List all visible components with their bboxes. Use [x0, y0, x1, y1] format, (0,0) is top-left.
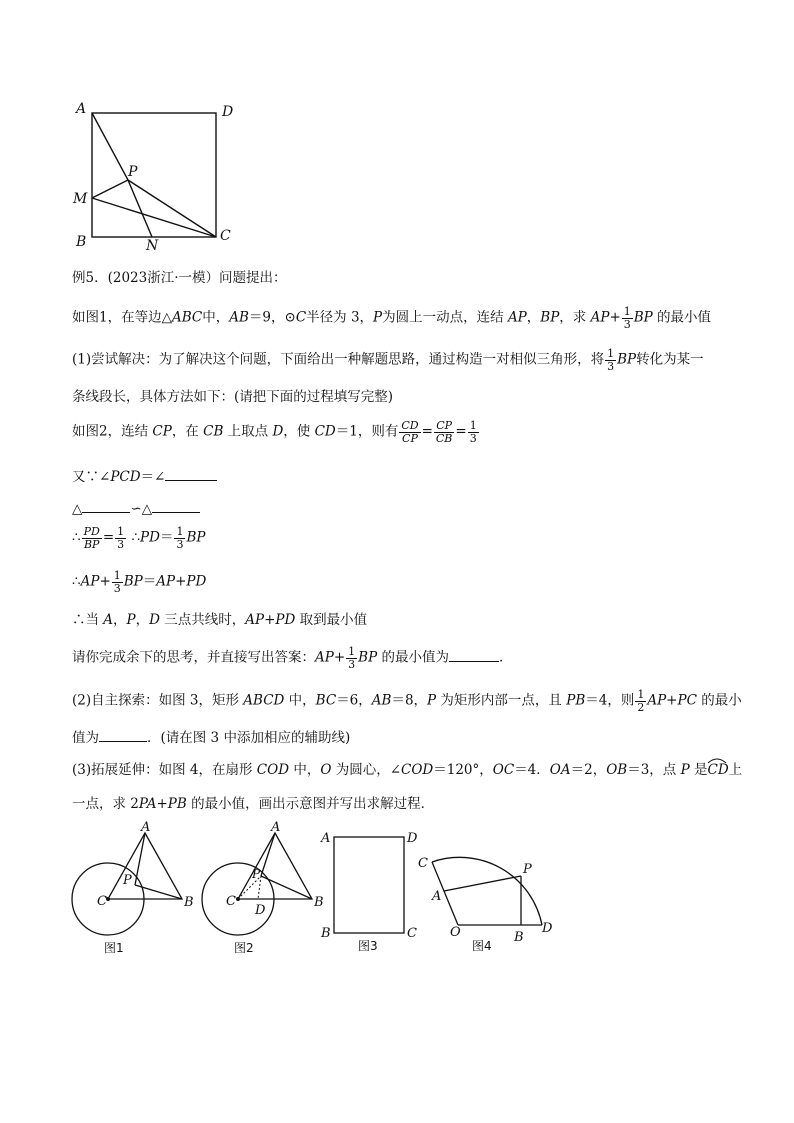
text: D	[272, 423, 284, 440]
text: ＝3，点	[627, 762, 681, 778]
text: +	[99, 573, 111, 590]
label-B: B	[514, 930, 524, 945]
numerator: PD	[83, 525, 100, 538]
text: 上	[728, 762, 743, 778]
text: CD	[707, 762, 729, 778]
text: AP	[507, 309, 527, 326]
text: ∴	[131, 529, 141, 546]
text: AP+PD	[156, 573, 207, 590]
text: ABCD	[243, 692, 285, 709]
part1-line-2	[72, 389, 393, 405]
text: OA	[549, 762, 571, 778]
text: ＝	[142, 573, 157, 590]
text: 为圆心，∠	[331, 762, 402, 778]
text: +	[156, 796, 168, 812]
label-C: C	[407, 926, 417, 941]
label-D: D	[222, 104, 234, 120]
figure-3	[318, 826, 424, 958]
label-D: D	[255, 903, 266, 918]
part2-line-1	[72, 689, 742, 713]
label-B: B	[314, 895, 324, 910]
label-A: A	[432, 889, 442, 904]
text: 半径为 3，	[306, 309, 374, 326]
numerator: 1	[623, 305, 631, 318]
denominator: 3	[113, 581, 121, 595]
text: BP	[540, 309, 560, 326]
arc-cd	[707, 762, 728, 778]
label-P: P	[123, 873, 132, 888]
answer-blank-triangle-1[interactable]	[82, 500, 130, 513]
text: COD	[401, 762, 434, 778]
denominator: 3	[607, 359, 615, 373]
part3-line-2	[72, 796, 434, 812]
segment-ap	[444, 876, 521, 891]
text: (3)拓展延伸：如图 4，在扇形	[72, 762, 257, 778]
text: PB	[167, 796, 187, 812]
label-P: P	[128, 164, 138, 180]
numerator: 1	[176, 525, 184, 538]
label-A: A	[321, 831, 331, 846]
text: PB	[566, 692, 586, 709]
caption-fig1: 图1	[104, 941, 124, 955]
label-B: B	[321, 926, 331, 941]
figure-2	[196, 818, 326, 960]
text: 的最小值为	[377, 649, 449, 666]
text: =	[455, 423, 467, 440]
text: AP	[80, 573, 100, 590]
text: ＝6，	[336, 692, 372, 709]
text: (2)自主探索：如图 3，矩形	[72, 692, 244, 709]
text: P	[680, 762, 690, 778]
text: AP	[315, 649, 334, 666]
text: ∴	[72, 573, 81, 590]
text: 又∵∠	[72, 469, 111, 485]
segment-pb	[261, 876, 312, 899]
text: AP+PC	[647, 692, 697, 709]
part1-line-1	[72, 348, 704, 372]
text: ．(请在图 3 中添加相应的辅助线)	[147, 730, 351, 746]
segment-mp	[92, 180, 128, 198]
problem-line-1	[72, 306, 711, 330]
text: BC	[315, 692, 337, 709]
text: ＝4．	[514, 762, 550, 778]
text: ＝1，则有	[335, 423, 399, 440]
answer-blank-triangle-2[interactable]	[152, 500, 200, 513]
triangle-abc	[238, 833, 312, 899]
text: BP	[358, 649, 378, 666]
text: AB	[229, 309, 249, 326]
denominator: 3	[117, 537, 125, 551]
figure-1	[66, 818, 196, 960]
text: 为矩形内部一点，且	[436, 692, 567, 709]
numerator: CP	[434, 420, 455, 433]
numerator: 1	[469, 419, 477, 432]
text: OB	[606, 762, 628, 778]
text: ．	[498, 649, 513, 666]
label-C: C	[220, 228, 231, 244]
text: D	[149, 612, 160, 628]
arc-mark-icon	[707, 756, 727, 764]
fraction-cp-cb	[434, 420, 455, 444]
denominator: 3	[176, 537, 184, 551]
label-D: D	[407, 831, 418, 846]
text: 值为	[72, 730, 99, 746]
text: △	[72, 501, 83, 517]
point-c	[236, 897, 240, 901]
segment-pc	[128, 180, 216, 237]
text: 转化为某一	[636, 351, 704, 368]
figure-4	[412, 846, 562, 954]
text: A	[103, 612, 114, 628]
label-C: C	[226, 894, 236, 909]
text: 条线段长，具体方法如下：(请把下面的过程填写完整)	[72, 389, 394, 405]
text: BP	[617, 351, 637, 368]
triangle-abc	[108, 833, 182, 899]
text: ＝	[159, 529, 174, 546]
text: 是	[689, 762, 708, 778]
text: ＝2，	[570, 762, 607, 778]
denominator: BP	[83, 537, 100, 551]
numerator: 1	[637, 688, 645, 701]
denominator: CB	[435, 431, 453, 445]
text: OC	[492, 762, 515, 778]
fraction-cd-cp	[399, 420, 420, 444]
label-C: C	[418, 856, 428, 871]
text: 三点共线时，	[159, 612, 246, 628]
label-M: M	[73, 191, 88, 207]
label-B: B	[184, 895, 194, 910]
label-C: C	[97, 894, 107, 909]
text: AB	[371, 692, 392, 709]
numerator: 1	[113, 569, 121, 582]
text: PCD	[110, 469, 141, 485]
fraction-one-third	[605, 348, 616, 372]
label-P: P	[252, 867, 261, 881]
transform-line	[72, 570, 206, 594]
part2-line-2	[72, 729, 350, 746]
figure2-setup	[72, 420, 480, 444]
text: O	[320, 762, 332, 778]
text: AP	[590, 309, 610, 326]
caption-fig3: 图3	[358, 939, 378, 953]
text: BP	[123, 573, 143, 590]
text: ＝∠	[140, 469, 166, 485]
segment-ap	[92, 113, 128, 180]
text: CD	[314, 423, 336, 440]
text: PA	[138, 796, 157, 812]
text: 中，	[284, 692, 316, 709]
text: BP	[633, 309, 653, 326]
label-D: D	[542, 921, 553, 936]
text: 中，	[202, 309, 230, 326]
label-A: A	[141, 820, 151, 835]
text: ，在	[171, 423, 204, 440]
text: 一点，求 2	[72, 796, 139, 812]
text: ，使	[283, 423, 315, 440]
text: 如图1，在等边△	[72, 309, 172, 326]
answer-blank-min[interactable]	[449, 649, 499, 662]
fraction-one-third	[346, 646, 357, 670]
label-O: O	[450, 925, 461, 940]
text: P	[427, 692, 437, 709]
label-A: A	[271, 820, 281, 835]
similar-triangles-line	[72, 500, 200, 517]
text: ∴	[72, 529, 81, 546]
text: ABC	[171, 309, 203, 326]
text: CP	[152, 423, 172, 440]
fraction-one-third	[468, 420, 479, 444]
text: ，	[113, 612, 127, 628]
text: +	[333, 649, 346, 666]
segment-mc	[92, 198, 216, 237]
text: 取到最小值	[295, 612, 368, 628]
label-B: B	[76, 234, 87, 250]
label-P: P	[523, 862, 532, 877]
caption-fig2: 图2	[234, 941, 254, 955]
fraction-one-third	[174, 526, 185, 550]
part3-line-1	[72, 762, 742, 778]
fraction-one-third	[622, 306, 633, 330]
square-abcd	[92, 113, 216, 237]
text: 为圆上一动点，连结	[382, 309, 508, 326]
text: 上取点	[223, 423, 273, 440]
answer-blank-part2[interactable]	[99, 729, 147, 742]
text: ∴当	[72, 612, 104, 628]
heading-text: 例5．(2023浙江·一模）问题提出：	[72, 270, 287, 286]
text: AP+PD	[245, 612, 296, 628]
text: ∽△	[130, 501, 153, 517]
text: ，	[526, 309, 541, 326]
text: ＝120°，	[433, 762, 493, 778]
rectangle-abcd	[334, 837, 404, 933]
text: 如图2，连结	[72, 423, 153, 440]
angle-line	[72, 468, 217, 485]
text: 中，	[289, 762, 321, 778]
text: CB	[203, 423, 224, 440]
text: +	[609, 309, 621, 326]
numerator: 1	[607, 347, 615, 360]
caption-fig4: 图4	[472, 939, 492, 953]
text: PD	[140, 529, 160, 546]
text: 的最小值	[652, 309, 712, 326]
text: 的最小值，画出示意图并写出求解过程．	[186, 796, 435, 812]
text: P	[373, 309, 383, 326]
label-A: A	[76, 101, 87, 117]
text: ，求	[559, 309, 591, 326]
denominator: 3	[469, 431, 477, 445]
numerator: 1	[117, 525, 125, 538]
example-heading	[72, 270, 287, 286]
text: P	[126, 612, 136, 628]
text: ，	[135, 612, 150, 628]
fraction-one-half	[635, 689, 646, 713]
text: (1)尝试解决：为了解决这个问题，下面给出一种解题思路，通过构造一对相似三角形，将	[72, 351, 605, 368]
text: BP	[186, 529, 206, 546]
text: ＝9，⊙	[248, 309, 296, 326]
ratio-line	[72, 526, 205, 550]
text: COD	[256, 762, 290, 778]
answer-blank-angle[interactable]	[165, 468, 217, 481]
top-square-figure	[70, 98, 240, 254]
text: ＝8，	[391, 692, 428, 709]
label-N: N	[146, 238, 159, 254]
answer-line	[72, 646, 512, 670]
fraction-pd-bp	[82, 526, 102, 550]
denominator: CP	[402, 431, 418, 445]
denominator: 2	[637, 700, 645, 714]
text: 请你完成余下的思考，并直接写出答案：	[72, 649, 315, 666]
fraction-one-third	[112, 570, 123, 594]
text: ＝4，则	[585, 692, 635, 709]
text: 的最小	[696, 692, 742, 709]
denominator: 3	[348, 657, 356, 671]
text: =	[421, 423, 433, 440]
numerator: 1	[348, 645, 356, 658]
collinear-line	[72, 612, 367, 628]
text: C	[295, 309, 307, 326]
fraction-one-third	[115, 526, 126, 550]
denominator: 3	[623, 317, 631, 331]
numerator: CD	[401, 419, 419, 432]
text: =	[102, 529, 115, 546]
